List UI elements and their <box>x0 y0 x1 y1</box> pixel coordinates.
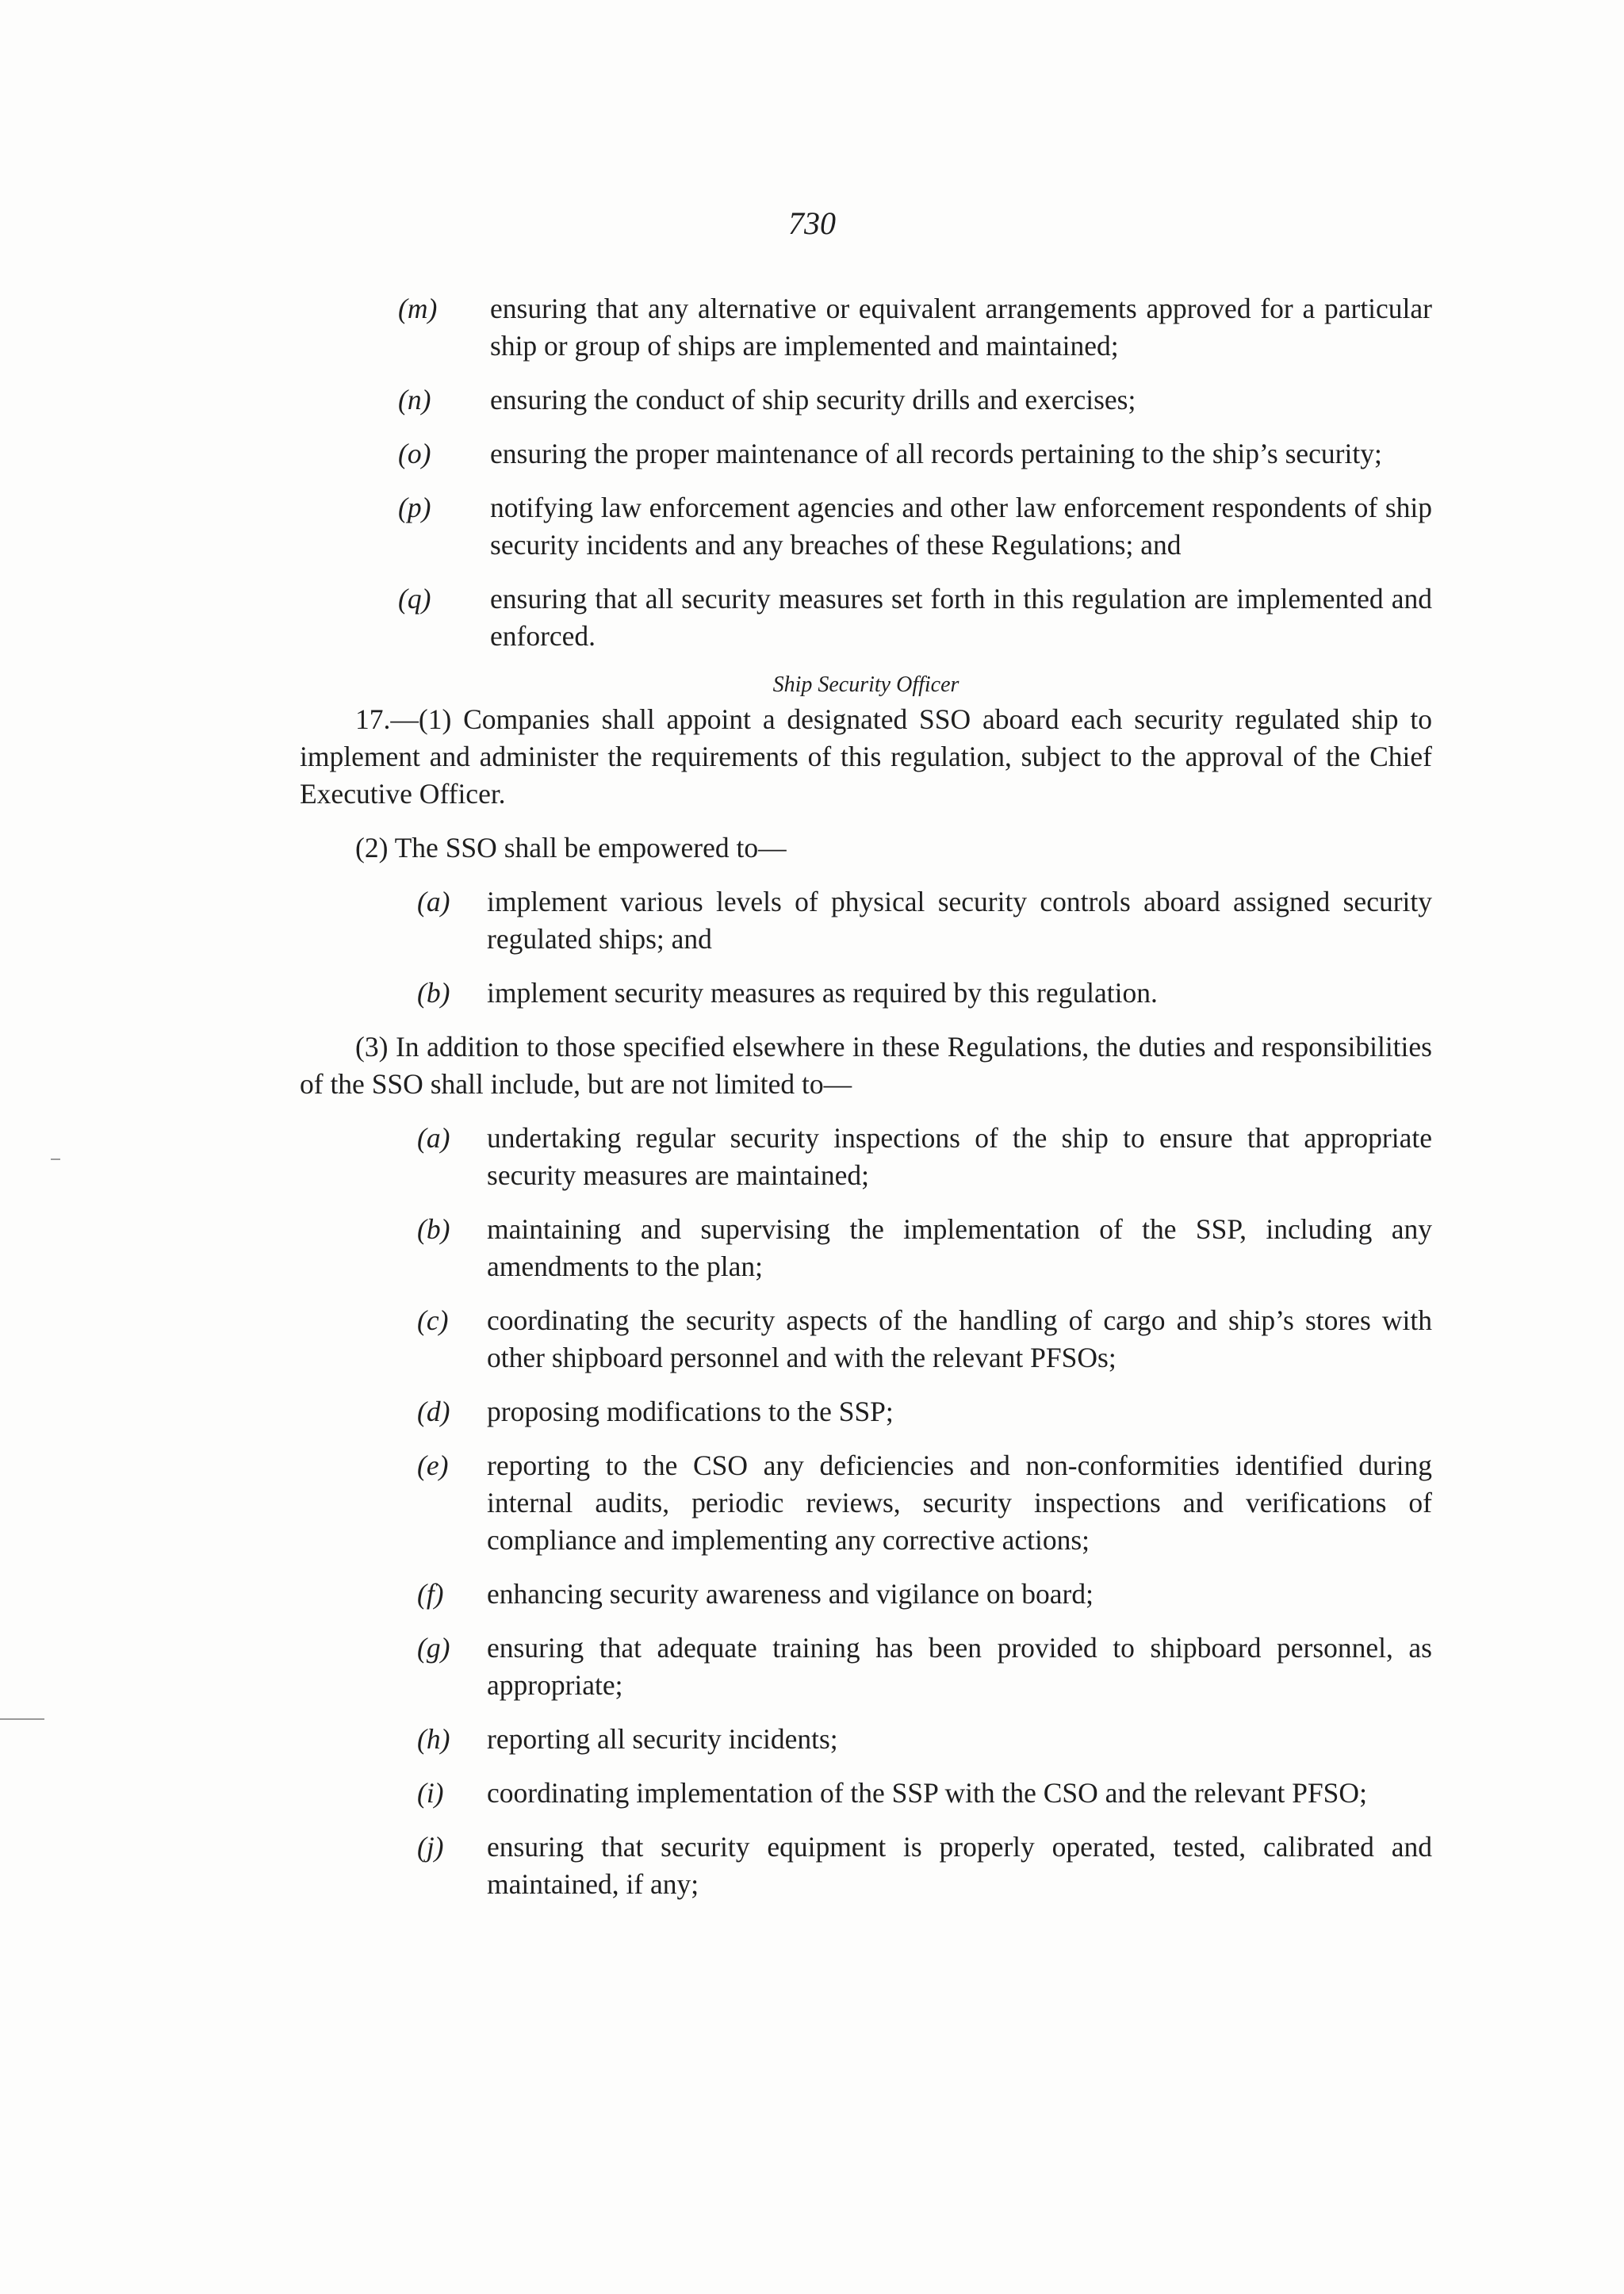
paragraph-17-2: (2) The SSO shall be empowered to— <box>355 832 787 864</box>
item-text: proposing modifications to the SSP; <box>487 1396 894 1427</box>
item-label: (b) <box>417 977 450 1009</box>
page-number: 730 <box>788 205 836 241</box>
list-item-q <box>300 580 1432 655</box>
item-label: (e) <box>417 1450 449 1481</box>
item-text: reporting to the CSO any deficiencies and non-conformities identified during internal audits, periodic reviews, security inspections and verifications of compliance and implementing any corrective actions; <box>487 1450 1432 1556</box>
item-label: (o) <box>398 438 431 469</box>
list-item-m <box>300 290 1432 365</box>
list-item-3d <box>300 1393 1432 1430</box>
item-label: (b) <box>417 1213 450 1245</box>
item-label: (a) <box>417 1122 450 1154</box>
item-label: (j) <box>417 1831 444 1863</box>
item-label: (f) <box>417 1578 444 1610</box>
item-text: ensuring that all security measures set forth in this regulation are implemented and enforced. <box>490 583 1432 652</box>
item-text: maintaining and supervising the implementation of the SSP, including any amendments to the plan; <box>487 1213 1432 1282</box>
item-label: (g) <box>417 1632 450 1664</box>
item-label: (m) <box>398 293 438 324</box>
item-label: (n) <box>398 384 431 416</box>
list-item-n <box>300 381 1432 419</box>
paragraph-17-1: 17.—(1) Companies shall appoint a designated SSO aboard each security regulated ship to implement and administer the requirements of this regulation, subject to the approval of the Chief Executive Officer. <box>300 703 1432 810</box>
page-body <box>300 290 1432 1903</box>
list-item-2a <box>300 883 1432 958</box>
list-item-p <box>300 489 1432 564</box>
item-text: ensuring the proper maintenance of all records pertaining to the ship’s security; <box>490 438 1382 469</box>
item-label: (d) <box>417 1396 450 1427</box>
list-item-2b <box>300 975 1432 1012</box>
item-text: reporting all security incidents; <box>487 1723 838 1755</box>
list-item-3f <box>300 1576 1432 1613</box>
item-text: ensuring that security equipment is properly operated, tested, calibrated and maintained, if any; <box>487 1831 1432 1900</box>
list-item-3b <box>300 1211 1432 1285</box>
item-label: (c) <box>417 1304 449 1336</box>
item-text: ensuring the conduct of ship security drills and exercises; <box>490 384 1136 416</box>
item-text: ensuring that adequate training has been provided to shipboard personnel, as appropriate; <box>487 1632 1432 1701</box>
margin-mark-long <box>0 1718 44 1720</box>
list-item-3j <box>300 1829 1432 1903</box>
margin-mark-short <box>51 1158 60 1160</box>
list-item-o <box>300 435 1432 473</box>
list-item-3g <box>300 1630 1432 1704</box>
list-item-3h <box>300 1721 1432 1758</box>
item-text: implement various levels of physical security controls aboard assigned security regulated ships; and <box>487 886 1432 955</box>
item-text: undertaking regular security inspections of the ship to ensure that appropriate security measures are maintained; <box>487 1122 1432 1191</box>
list-item-3e <box>300 1447 1432 1559</box>
item-text: ensuring that any alternative or equivalent arrangements approved for a particular ship or group of ships are implemented and maintained; <box>490 293 1432 362</box>
item-text: implement security measures as required by this regulation. <box>487 977 1158 1009</box>
list-item-3i <box>300 1775 1432 1812</box>
item-text: enhancing security awareness and vigilance on board; <box>487 1578 1094 1610</box>
section-heading: Ship Security Officer <box>772 672 959 697</box>
item-text: notifying law enforcement agencies and other law enforcement respondents of ship security incidents and any breaches of these Regulations; and <box>490 492 1432 561</box>
item-label: (a) <box>417 886 450 917</box>
item-label: (h) <box>417 1723 450 1755</box>
item-text: coordinating implementation of the SSP with the CSO and the relevant PFSO; <box>487 1777 1367 1809</box>
paragraph-17-3: (3) In addition to those specified elsewhere in these Regulations, the duties and responsibilities of the SSO shall include, but are not limited to— <box>300 1031 1432 1100</box>
list-item-3c <box>300 1302 1432 1377</box>
item-label: (p) <box>398 492 431 523</box>
item-label: (i) <box>417 1777 444 1809</box>
item-label: (q) <box>398 583 431 615</box>
item-text: coordinating the security aspects of the handling of cargo and ship’s stores with other shipboard personnel and with the relevant PFSOs; <box>487 1304 1432 1373</box>
list-item-3a <box>300 1120 1432 1194</box>
